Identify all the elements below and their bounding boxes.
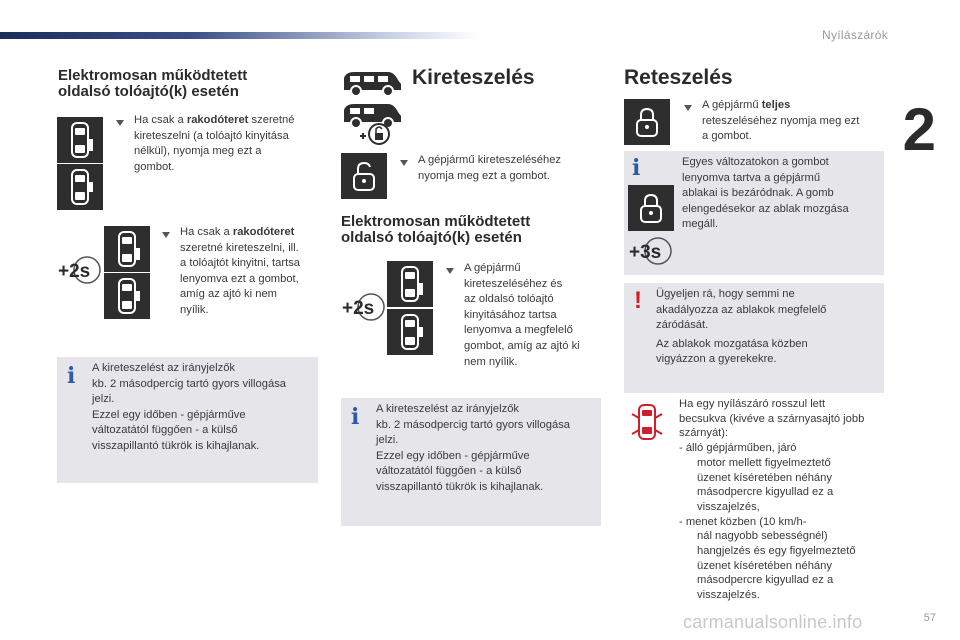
hold-2s-badge: [340, 292, 386, 327]
bullet-arrow: [162, 229, 170, 241]
hold-2s-badge: [56, 255, 102, 290]
lock-button-icon: [624, 99, 670, 145]
badge-text: +2s: [342, 298, 375, 319]
bullet-arrow: [446, 265, 454, 277]
chapter-number: 2: [902, 96, 936, 163]
info-text-col1: A kireteszelést az irányjelzők kb. 2 másodpercig tartó gyors villogása jelzi. Ezzel egy időben - gépjárműve változatától függően - a külső visszapillantó tükrök is kihajlanak.: [92, 362, 287, 452]
page-number: 57: [923, 612, 936, 624]
unlock-button-icon: [341, 153, 387, 199]
col2-title: Kireteszelés: [412, 66, 535, 89]
watermark: carmanualsonline.info: [683, 612, 863, 632]
col2-p2: A gépjármű kireteszeléséhez és az oldalsó tolóajtó kinyitásához tartsa lenyomva a megfelelő gombot, amíg az ajtó ki nem nyílik.: [464, 262, 580, 368]
info-icon: i: [632, 155, 641, 181]
door-open-warning-icon: [630, 402, 664, 447]
van-rear-open-icon: [57, 117, 103, 163]
col2-p1: A gépjármű kireteszeléséhez nyomja meg ezt a gombot.: [418, 154, 562, 182]
info-box-col3: [624, 151, 884, 275]
col2-subtitle: Elektromosan működtetett oldalsó tolóajtó(k) esetén: [341, 213, 531, 246]
warning-icon: !: [634, 287, 642, 314]
col3-title: Reteszelés: [624, 66, 733, 89]
header-color-bar: [0, 32, 480, 39]
bullet-arrow: [400, 157, 408, 169]
van-rear-icon: [387, 261, 433, 307]
van-silhouette-icon: [340, 68, 404, 103]
van-side-open-icon: [57, 164, 103, 210]
info-box-col2: [341, 398, 601, 526]
bullet-arrow: [684, 102, 692, 114]
van-rear-icon: [104, 226, 150, 272]
van-side-icon: [104, 273, 150, 319]
warning-text: Ügyeljen rá, hogy semmi ne akadályozza az ablakok megfelelő záródását. Az ablakok mozgatása közben vigyázzon a gyerekekre.: [656, 288, 827, 366]
bullet-arrow: [116, 117, 124, 129]
col1-title: Elektromosan működtetett oldalsó tolóajtó(k) esetén: [58, 67, 248, 100]
col1-p2: Ha csak a rakodóteret szeretné kireteszelni, ill. a tolóajtót kinyitni, tartsa lenyomva ezt a gombot, amíg az ajtó ki nem nyílik.: [180, 226, 301, 316]
info-icon: i: [351, 404, 360, 430]
van-unlock-icon: [340, 100, 408, 153]
van-side-icon: [387, 309, 433, 355]
badge-text: +3s: [629, 242, 662, 263]
door-warning-text: Ha egy nyílászáró rosszul lett becsukva (kivéve a szárnyasajtó jobb szárnyát): - álló gépjárműben, járó motor mellett figyelmeztető üzenet kíséretében néhány másodpercre kigyullad ez a visszajelzés, - menet közben (10 km/h- nál nagyobb sebességnél) hangjelzés és egy figyelmeztető üzenet kíséretében néhány másodpercre kigyullad ez a visszajelzés.: [679, 398, 865, 602]
hold-3s-badge: [627, 236, 673, 271]
badge-text: +2s: [58, 261, 91, 282]
info-text-col2: A kireteszelést az irányjelzők kb. 2 másodpercig tartó gyors villogása jelzi. Ezzel egy időben - gépjárműve változatától függően - a külső visszapillantó tükrök is kihajlanak.: [376, 403, 571, 493]
col1-p1: Ha csak a rakodóteret szeretné kireteszelni (a tolóajtó kinyitása nélkül), nyomja meg ezt a gombot.: [134, 114, 295, 173]
info-text-col3: Egyes változatokon a gombot lenyomva tartva a gépjármű ablakai is bezáródnak. A gomb elengedésekor az ablak mozgása megáll.: [682, 156, 849, 231]
section-label: Nyílászárók: [822, 28, 888, 42]
warning-box: [624, 283, 884, 393]
lock-button-icon: [628, 185, 674, 231]
info-icon: i: [67, 363, 76, 389]
col3-p1: A gépjármű teljes reteszeléséhez nyomja meg ezt a gombot.: [702, 99, 860, 143]
info-box-col1: [57, 357, 318, 483]
